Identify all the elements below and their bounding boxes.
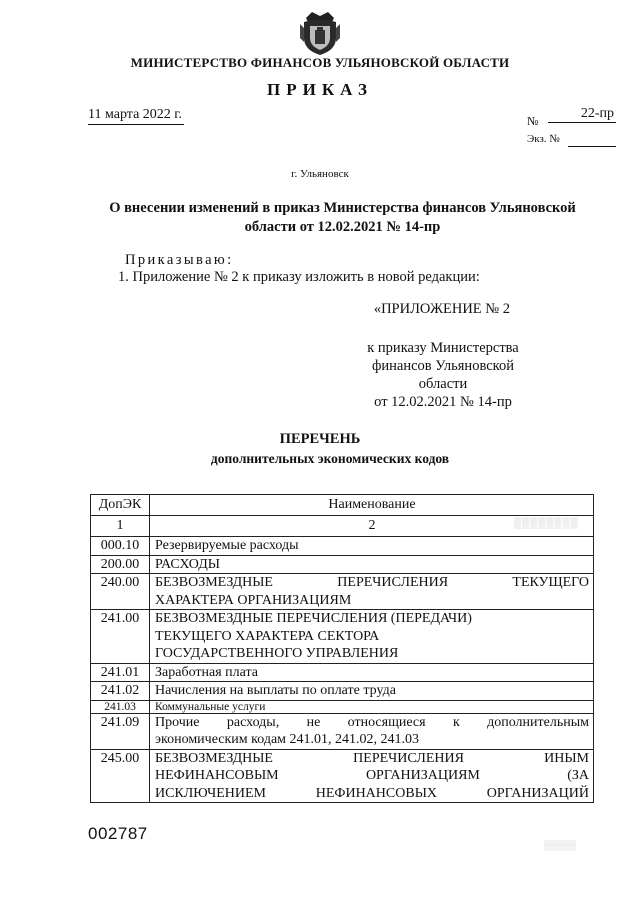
row-name-line: ХАРАКТЕРА ОРГАНИЗАЦИЯМ [155,592,352,608]
row-name: Резервируемые расходы [150,537,594,556]
list-subtitle: дополнительных экономических кодов [210,451,450,466]
table-row [91,749,594,803]
table-row [91,574,594,610]
appendix-reference-line-4: от 12.02.2021 № 14-пр [374,394,512,410]
table-row [91,682,594,701]
row-code: 241.09 [91,713,150,749]
copy-number-blank [568,146,616,147]
row-name-line: ГОСУДАРСТВЕННОГО УПРАВЛЕНИЯ [155,646,399,661]
row-name-line: ТЕКУЩЕГО ХАРАКТЕРА СЕКТОРА [155,628,380,644]
document-type-title: ПРИКАЗ [267,80,373,99]
row-name [150,574,594,610]
appendix-reference-line-2: финансов Ульяновской [372,358,514,374]
row-name [150,610,594,664]
appendix-reference-line-3: области [418,376,468,392]
table-header-row [91,495,594,516]
column-number-code: 1 [91,516,150,537]
copy-number-label: Экз. № [527,133,560,145]
row-code: 200.00 [91,555,150,574]
table-row [91,700,594,713]
row-code: 241.00 [91,610,150,664]
document-serial-number: 002787 [88,824,148,843]
column-header-code: ДопЭК [91,495,150,516]
row-name [150,713,594,749]
order-directive-word: Приказываю: [125,252,234,268]
city-name: г. Ульяновск [291,168,349,180]
column-number-name: 2 [150,516,594,537]
appendix-reference-line-1: к приказу Министерства [367,340,519,356]
row-name: Заработная плата [150,663,594,682]
list-title: ПЕРЕЧЕНЬ [279,431,361,447]
row-name: Начисления на выплаты по оплате труда [150,682,594,701]
row-name-line: БЕЗВОЗМЕЗДНЫЕ ПЕРЕЧИСЛЕНИЯ ИНЫМ [155,750,589,766]
column-header-name: Наименование [150,495,594,516]
order-number: 22-пр [548,106,616,123]
row-name-line: БЕЗВОЗМЕЗДНЫЕ ПЕРЕЧИСЛЕНИЯ ТЕКУЩЕГО [155,575,589,590]
order-number-label: № [527,114,539,128]
row-name-line: экономическим кодам 241.01, 241.02, 241.03 [155,732,420,747]
row-name-line: ИСКЛЮЧЕНИЕМ НЕФИНАНСОВЫХ ОРГАНИЗАЦИЙ [155,785,589,801]
row-code: 240.00 [91,574,150,610]
row-code: 245.00 [91,749,150,803]
appendix-reference [348,339,538,411]
row-code: 241.03 [91,700,150,713]
faint-stamp-mark: ▒▒▒▒▒▒▒▒ [514,518,579,529]
faint-stamp-mark: ▒▒▒▒▒ [544,840,576,850]
row-name: РАСХОДЫ [150,555,594,574]
coat-of-arms-emblem [298,8,342,56]
row-name-line: Прочие расходы, не относящиеся к дополнительным [155,714,589,730]
row-name: Коммунальные услуги [150,700,594,713]
table-row [91,713,594,749]
table-row [91,610,594,664]
order-subject [80,199,605,237]
order-date: 11 марта 2022 г. [88,107,184,125]
row-code: 000.10 [91,537,150,556]
order-subject-line-2: области от 12.02.2021 № 14-пр [244,219,441,235]
appendix-title: «ПРИЛОЖЕНИЕ № 2 [373,301,510,317]
table-row [91,537,594,556]
table-row [91,663,594,682]
table-row [91,555,594,574]
row-name-line: БЕЗВОЗМЕЗДНЫЕ ПЕРЕЧИСЛЕНИЯ (ПЕРЕДАЧИ) [155,611,472,626]
row-name-line: НЕФИНАНСОВЫМ ОРГАНИЗАЦИЯМ (ЗА [155,768,589,783]
ministry-name: МИНИСТЕРСТВО ФИНАНСОВ УЛЬЯНОВСКОЙ ОБЛАСТИ [130,55,510,70]
economic-codes-table [90,494,594,803]
row-code: 241.02 [91,682,150,701]
order-subject-line-1: О внесении изменений в приказ Министерства финансов Ульяновской [109,200,576,216]
row-name [150,749,594,803]
row-code: 241.01 [91,663,150,682]
order-clause-1: 1. Приложение № 2 к приказу изложить в новой редакции: [118,269,480,285]
